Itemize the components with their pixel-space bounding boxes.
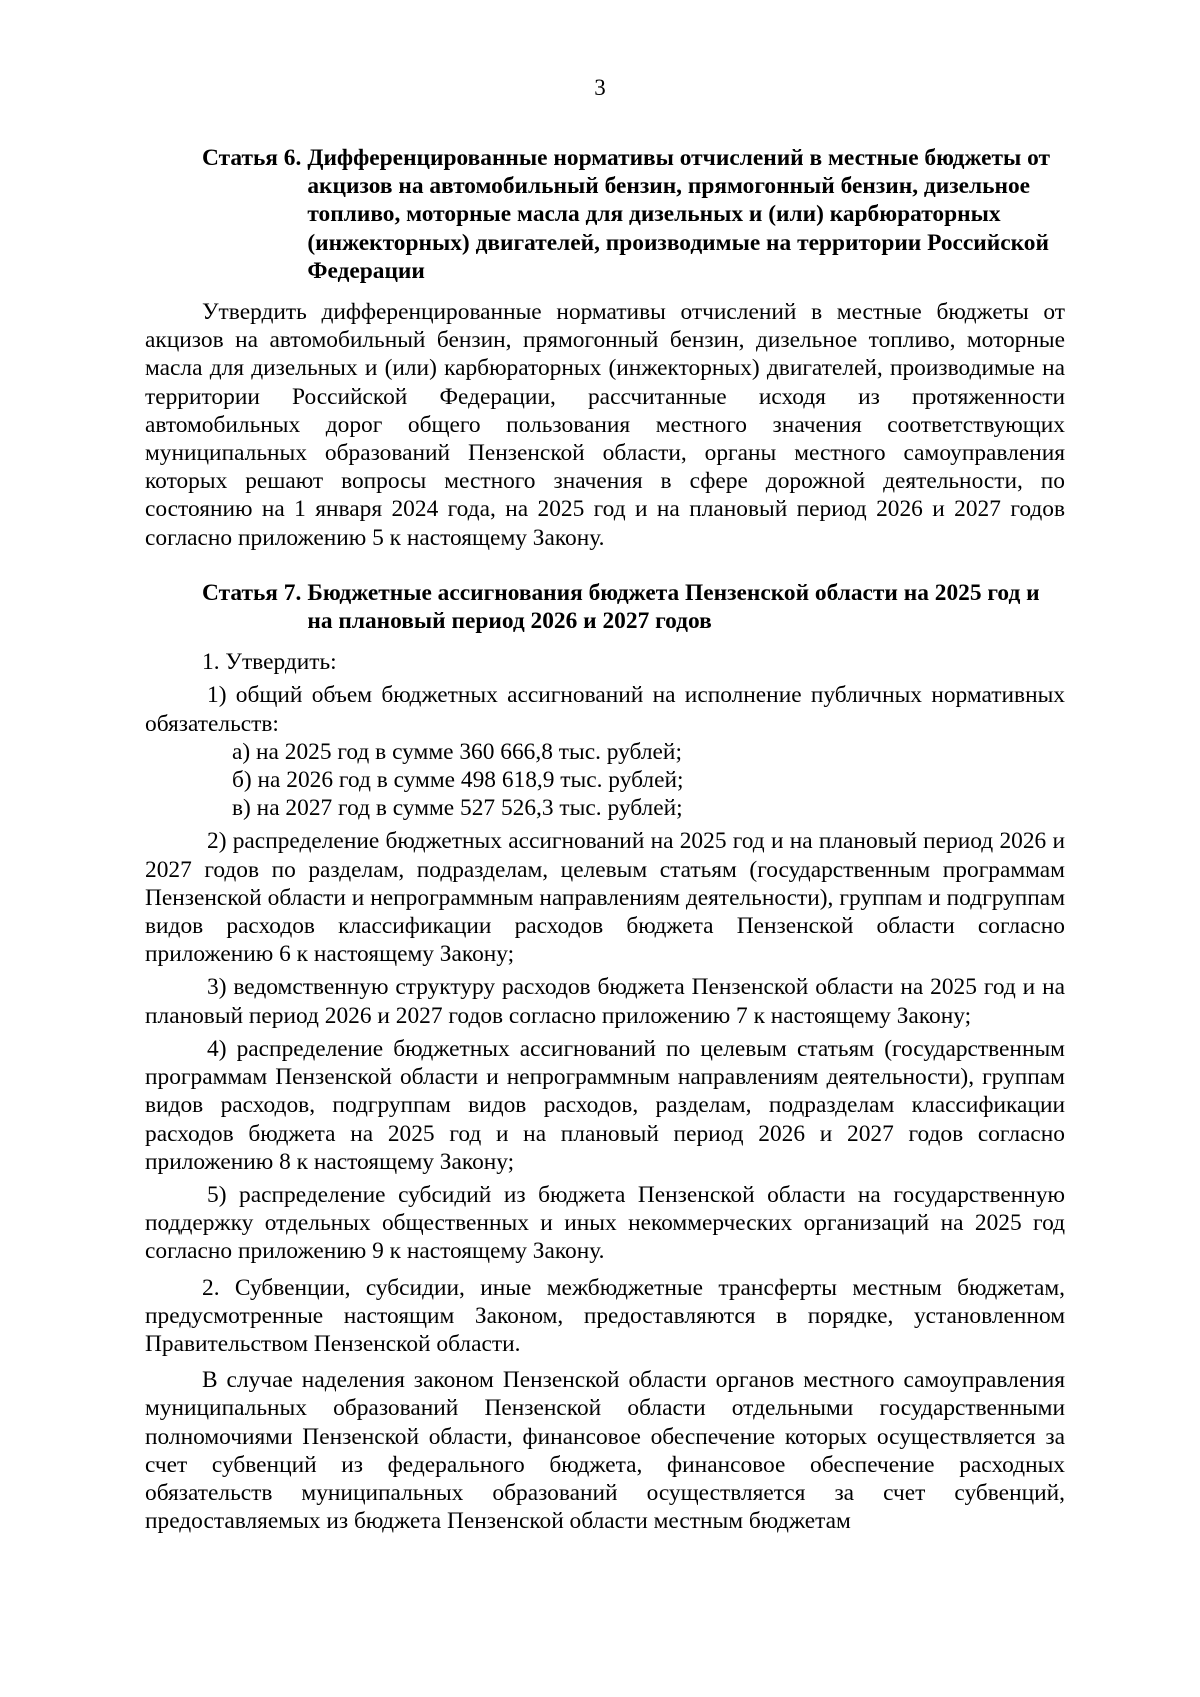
article-7-subitem-3: 3) ведомственную структуру расходов бюджета Пензенской области на 2025 год и на плановый период 2026 и 2027 годов согласно приложению 7 к настоящему Закону; — [145, 974, 1065, 1029]
article-7-subitem-1: 1) общий объем бюджетных ассигнований на исполнение публичных нормативных обязательств: — [145, 682, 1065, 737]
article-6-label: Статья 6. — [202, 145, 302, 171]
article-7-subitem-2: 2) распределение бюджетных ассигнований на 2025 год и на плановый период 2026 и 2027 годов по разделам, подразделам, целевым статьям (государственным программам Пензенской области и непрограммным направлениям деятельности), группам и подгруппам видов расходов классификации расходов бюджета Пензенской области согласно приложению 6 к настоящему Закону; — [145, 828, 1065, 968]
article-7-subitem-1-list — [145, 738, 1065, 823]
article-6-title: Дифференцированные нормативы отчислений в местные бюджеты от акцизов на автомобильный бензин, прямогонный бензин, дизельное топливо, моторные масла для дизельных и (или) карбюраторных (инжекторных) двигателей, производимые на территории Российской Федерации — [307, 145, 1050, 284]
article-7-item-2: 2. Субвенции, субсидии, иные межбюджетные трансферты местным бюджетам, предусмотренные настоящим Законом, предоставляются в порядке, установленном Правительством Пензенской области. — [145, 1274, 1065, 1357]
document-body — [145, 144, 1065, 1535]
article-spacer — [145, 552, 1065, 579]
list-item: б) на 2026 год в сумме 498 618,9 тыс. рублей; — [232, 767, 684, 794]
article-7-item-1-intro: 1. Утвердить: — [202, 649, 337, 676]
block-gap — [145, 1358, 1065, 1366]
article-6-heading — [145, 144, 1065, 285]
block-gap — [145, 1266, 1065, 1274]
article-7-label: Статья 7. — [202, 579, 302, 606]
list-item: а) на 2025 год в сумме 360 666,8 тыс. рублей; — [232, 738, 682, 765]
article-7-subitem-4: 4) распределение бюджетных ассигнований по целевым статьям (государственным программам Пензенской области и непрограммным направлениям деятельности), группам видов расходов, подгруппам видов расходов, разделам, подразделам классификации расходов бюджета на 2025 год и на плановый период 2026 и 2027 годов согласно приложению 8 к настоящему Закону; — [145, 1035, 1065, 1175]
article-7-heading — [145, 579, 1065, 635]
article-7-item-2-continuation: В случае наделения законом Пензенской области органов местного самоуправления муниципальных образований Пензенской области отдельными государственными полномочиями Пензенской области, финансовое обеспечение которых осуществляется за счет субвенций из федерального бюджета, финансовое обеспечение расходных обязательств муниципальных образований осуществляется за счет субвенций, предоставляемых из бюджета Пензенской области местным бюджетам — [145, 1367, 1065, 1535]
article-7-subitem-5: 5) распределение субсидий из бюджета Пензенской области на государственную поддержку отдельных общественных и иных некоммерческих организаций на 2025 год согласно приложению 9 к настоящему Закону. — [145, 1181, 1065, 1265]
article-6-text: Утвердить дифференцированные нормативы отчислений в местные бюджеты от акцизов на автомобильный бензин, прямогонный бензин, дизельное топливо, моторные масла для дизельных и (или) карбюраторных (инжекторных) двигателей, производимые на территории Российской Федерации, рассчитанные исходя из протяженности автомобильных дорог общего пользования местного значения соответствующих муниципальных образований Пензенской области, органы местного самоуправления которых решают вопросы местного значения в сфере дорожной деятельности, по состоянию на 1 января 2024 года, на 2025 год и на плановый период 2026 и 2027 годов согласно приложению 5 к настоящему Закону. — [145, 299, 1065, 551]
article-7-title: Бюджетные ассигнования бюджета Пензенской области на 2025 год и на плановый период 2026 и 2027 годов — [307, 579, 1040, 635]
list-item: в) на 2027 год в сумме 527 526,3 тыс. рублей; — [232, 795, 683, 822]
page-number: 3 — [594, 75, 606, 100]
